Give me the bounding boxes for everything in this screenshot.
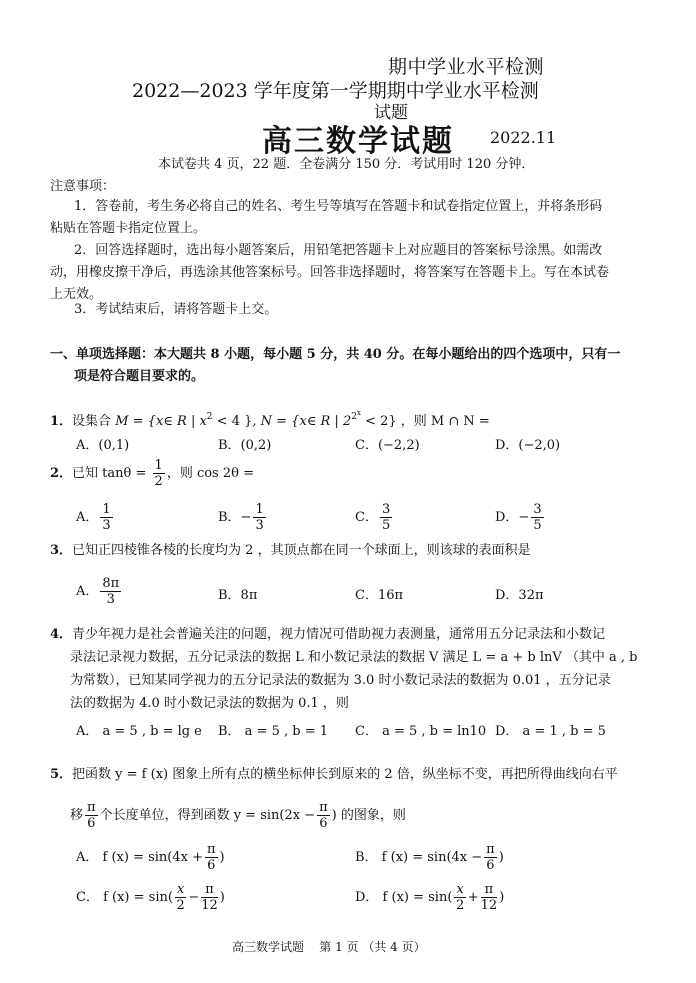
option-a xyxy=(76,502,115,533)
note-line: 动，用橡皮擦干净后，再选涂其他答案标号。回答非选择题时，将答案写在答题卡上。写在本试卷 xyxy=(50,265,610,280)
question-1-stem xyxy=(50,402,490,433)
option-c xyxy=(355,502,394,533)
option-label: D．− xyxy=(495,510,530,525)
note-line: 2．回答选择题时，选出每小题答案后，用铅笔把答题卡上对应题目的答案标号涂黑。如需改 xyxy=(74,243,603,258)
frac-den: 2 xyxy=(176,898,185,913)
note-line: 3．考试结束后，请将答题卡上交。 xyxy=(74,302,278,317)
frac-num: 1 xyxy=(102,502,111,517)
question-number: 2． xyxy=(50,466,73,481)
option-d xyxy=(495,502,546,533)
frac-num: x xyxy=(456,882,464,897)
fraction xyxy=(85,800,98,831)
option-b xyxy=(355,842,504,873)
frac-den: 6 xyxy=(87,816,96,831)
q1-text: 设集合 xyxy=(72,414,112,429)
question-number: 4． xyxy=(50,627,73,642)
q4-text: 青少年视力是社会普遍关注的问题，视力情况可借助视力表测量，通常用五分记录法和小数记 xyxy=(72,627,606,642)
frac-num: π xyxy=(201,882,218,898)
frac-num: 8π xyxy=(102,576,120,591)
question-5-line xyxy=(70,800,406,831)
option-b: B． a = 5 , b = 1 xyxy=(218,724,329,739)
option-a xyxy=(76,842,225,873)
exam-info: 本试卷共 4 页，22 题．全卷满分 150 分．考试用时 120 分钟． xyxy=(158,157,535,172)
question-number: 5． xyxy=(50,767,73,782)
option-b: B．(0,2) xyxy=(218,438,272,453)
q1-exp-2: 2 xyxy=(351,412,357,422)
option-d: D．32π xyxy=(495,588,544,603)
frac-den: 3 xyxy=(102,518,111,533)
question-3-stem xyxy=(50,540,531,562)
question-2-stem xyxy=(50,458,254,489)
frac-num: π xyxy=(319,800,328,815)
section-heading-cont: 项是符合题目要求的。 xyxy=(74,369,205,384)
frac-den: 12 xyxy=(480,898,498,913)
fraction xyxy=(153,458,165,489)
option-text: ) xyxy=(219,850,225,865)
note-line: 粘贴在答题卡指定位置上。 xyxy=(50,221,207,236)
option-text: − xyxy=(188,890,200,905)
q1-set-n: , N = {x∈ R | 2 xyxy=(252,414,352,429)
frac-den: 5 xyxy=(533,518,542,533)
option-label: C． xyxy=(355,510,378,525)
frac-den: 6 xyxy=(486,858,495,873)
question-number: 1． xyxy=(50,414,73,429)
option-text: D． f (x) = sin( xyxy=(355,890,453,905)
option-a: A． a = 5 , b = lg e xyxy=(76,724,202,739)
q2-text: 已知 tanθ = xyxy=(72,466,147,481)
question-number: 3． xyxy=(50,543,73,558)
option-label: A． xyxy=(76,510,99,525)
frac-num: x xyxy=(176,882,185,897)
option-text: ) xyxy=(499,890,505,905)
fraction xyxy=(100,576,121,607)
option-text: + xyxy=(467,890,479,905)
main-title: 高三数学试题 xyxy=(262,124,454,159)
fraction xyxy=(531,502,543,533)
frac-num: π xyxy=(207,842,216,857)
frac-num: 1 xyxy=(154,458,163,473)
option-text: ) xyxy=(498,850,504,865)
fraction xyxy=(484,842,497,873)
fraction xyxy=(205,842,218,873)
frac-num: 1 xyxy=(255,502,264,517)
fraction xyxy=(175,882,186,913)
option-c: C．16π xyxy=(355,588,404,603)
fraction xyxy=(201,882,218,913)
q5-text: 把函数 y = f (x) 图象上所有点的横坐标伸长到原来的 2 倍，纵坐标不变，再把所得曲线向右平 xyxy=(72,767,618,782)
frac-num: 3 xyxy=(381,502,391,517)
q1-set-m: M = {x∈ R | x xyxy=(115,414,207,429)
frac-den: 5 xyxy=(381,518,391,533)
fraction xyxy=(481,882,498,913)
option-text: ) xyxy=(219,890,225,905)
fraction xyxy=(253,502,265,533)
header-stamp: 期中学业水平检测 xyxy=(388,56,545,78)
option-label: A． xyxy=(76,584,99,599)
option-label: B．− xyxy=(218,510,252,525)
q1-exp-x: x xyxy=(356,409,361,417)
option-text: B． f (x) = sin(4x − xyxy=(355,850,483,865)
option-d: D． a = 1 , b = 5 xyxy=(495,724,606,739)
frac-den: 6 xyxy=(319,816,328,831)
option-a: A．(0,1) xyxy=(76,438,130,453)
note-line: 上无效。 xyxy=(50,287,103,302)
frac-den: 2 xyxy=(154,474,163,489)
frac-den: 12 xyxy=(201,898,218,913)
frac-num: 3 xyxy=(533,502,542,517)
option-b xyxy=(218,502,268,533)
q5-text: ) 的图象，则 xyxy=(331,808,406,823)
option-c xyxy=(76,882,225,913)
option-text: C． f (x) = sin( xyxy=(76,890,173,905)
option-c: C．(−2,2) xyxy=(355,438,420,453)
q1-set-n-tail: < 2} ，则 M ∩ N = xyxy=(360,414,490,429)
note-line: 1．答卷前，考生务必将自己的姓名、考生号等填写在答题卡和试卷指定位置上，并将条形码 xyxy=(74,199,603,214)
fraction xyxy=(380,502,392,533)
option-b: B．8π xyxy=(218,588,258,603)
frac-den: 2 xyxy=(455,898,465,913)
fraction xyxy=(100,502,112,533)
q1-exp: 2 xyxy=(206,412,213,422)
fraction xyxy=(454,882,465,913)
q5-text: 移 xyxy=(70,808,84,823)
frac-den: 6 xyxy=(207,858,216,873)
question-4-line: 法的数据为 4.0 时小数记录法的数据为 0.1 ，则 xyxy=(70,696,349,711)
question-4-line xyxy=(50,624,605,646)
option-a xyxy=(76,576,123,607)
exam-date: 2022.11 xyxy=(490,128,557,147)
option-d xyxy=(355,882,504,913)
q2-text-tail: ，则 cos 2θ = xyxy=(166,466,254,481)
exam-title-tail: 试题 xyxy=(374,103,408,123)
exam-title-line: 2022—2023 学年度第一学期期中学业水平检测 xyxy=(132,80,539,102)
q1-set-m-tail: < 4 } xyxy=(212,414,253,429)
question-4-line: 录法记录视力数据，五分记录法的数据 L 和小数记录法的数据 V 满足 L = a + b lnV （其中 a , b xyxy=(70,650,638,665)
option-c: C． a = 5 , b = ln10 xyxy=(355,724,487,739)
frac-num: π xyxy=(87,800,96,815)
fraction xyxy=(317,800,330,831)
q3-text: 已知正四棱锥各棱的长度均为 2 ，其顶点都在同一个球面上，则该球的表面积是 xyxy=(72,543,531,558)
frac-num: π xyxy=(486,842,495,857)
option-d: D．(−2,0) xyxy=(495,438,561,453)
question-5-line xyxy=(50,764,618,786)
page-footer: 高三数学试题 第 1 页 （共 4 页） xyxy=(232,940,426,954)
question-4-line: 为常数），已知某同学视力的五分记录法的数据为 3.0 时小数记录法的数据为 0.01 ，五分记录 xyxy=(70,673,611,688)
section-heading: 一、单项选择题：本大题共 8 小题，每小题 5 分，共 40 分。在每小题给出的四个选项中，只有一 xyxy=(50,347,621,362)
option-text: A． f (x) = sin(4x + xyxy=(76,850,203,865)
q5-text: 个长度单位，得到函数 y = sin(2x − xyxy=(99,808,316,823)
frac-num: π xyxy=(481,882,498,898)
notes-heading: 注意事项： xyxy=(50,179,116,194)
frac-den: 3 xyxy=(106,592,115,607)
frac-den: 3 xyxy=(255,518,264,533)
